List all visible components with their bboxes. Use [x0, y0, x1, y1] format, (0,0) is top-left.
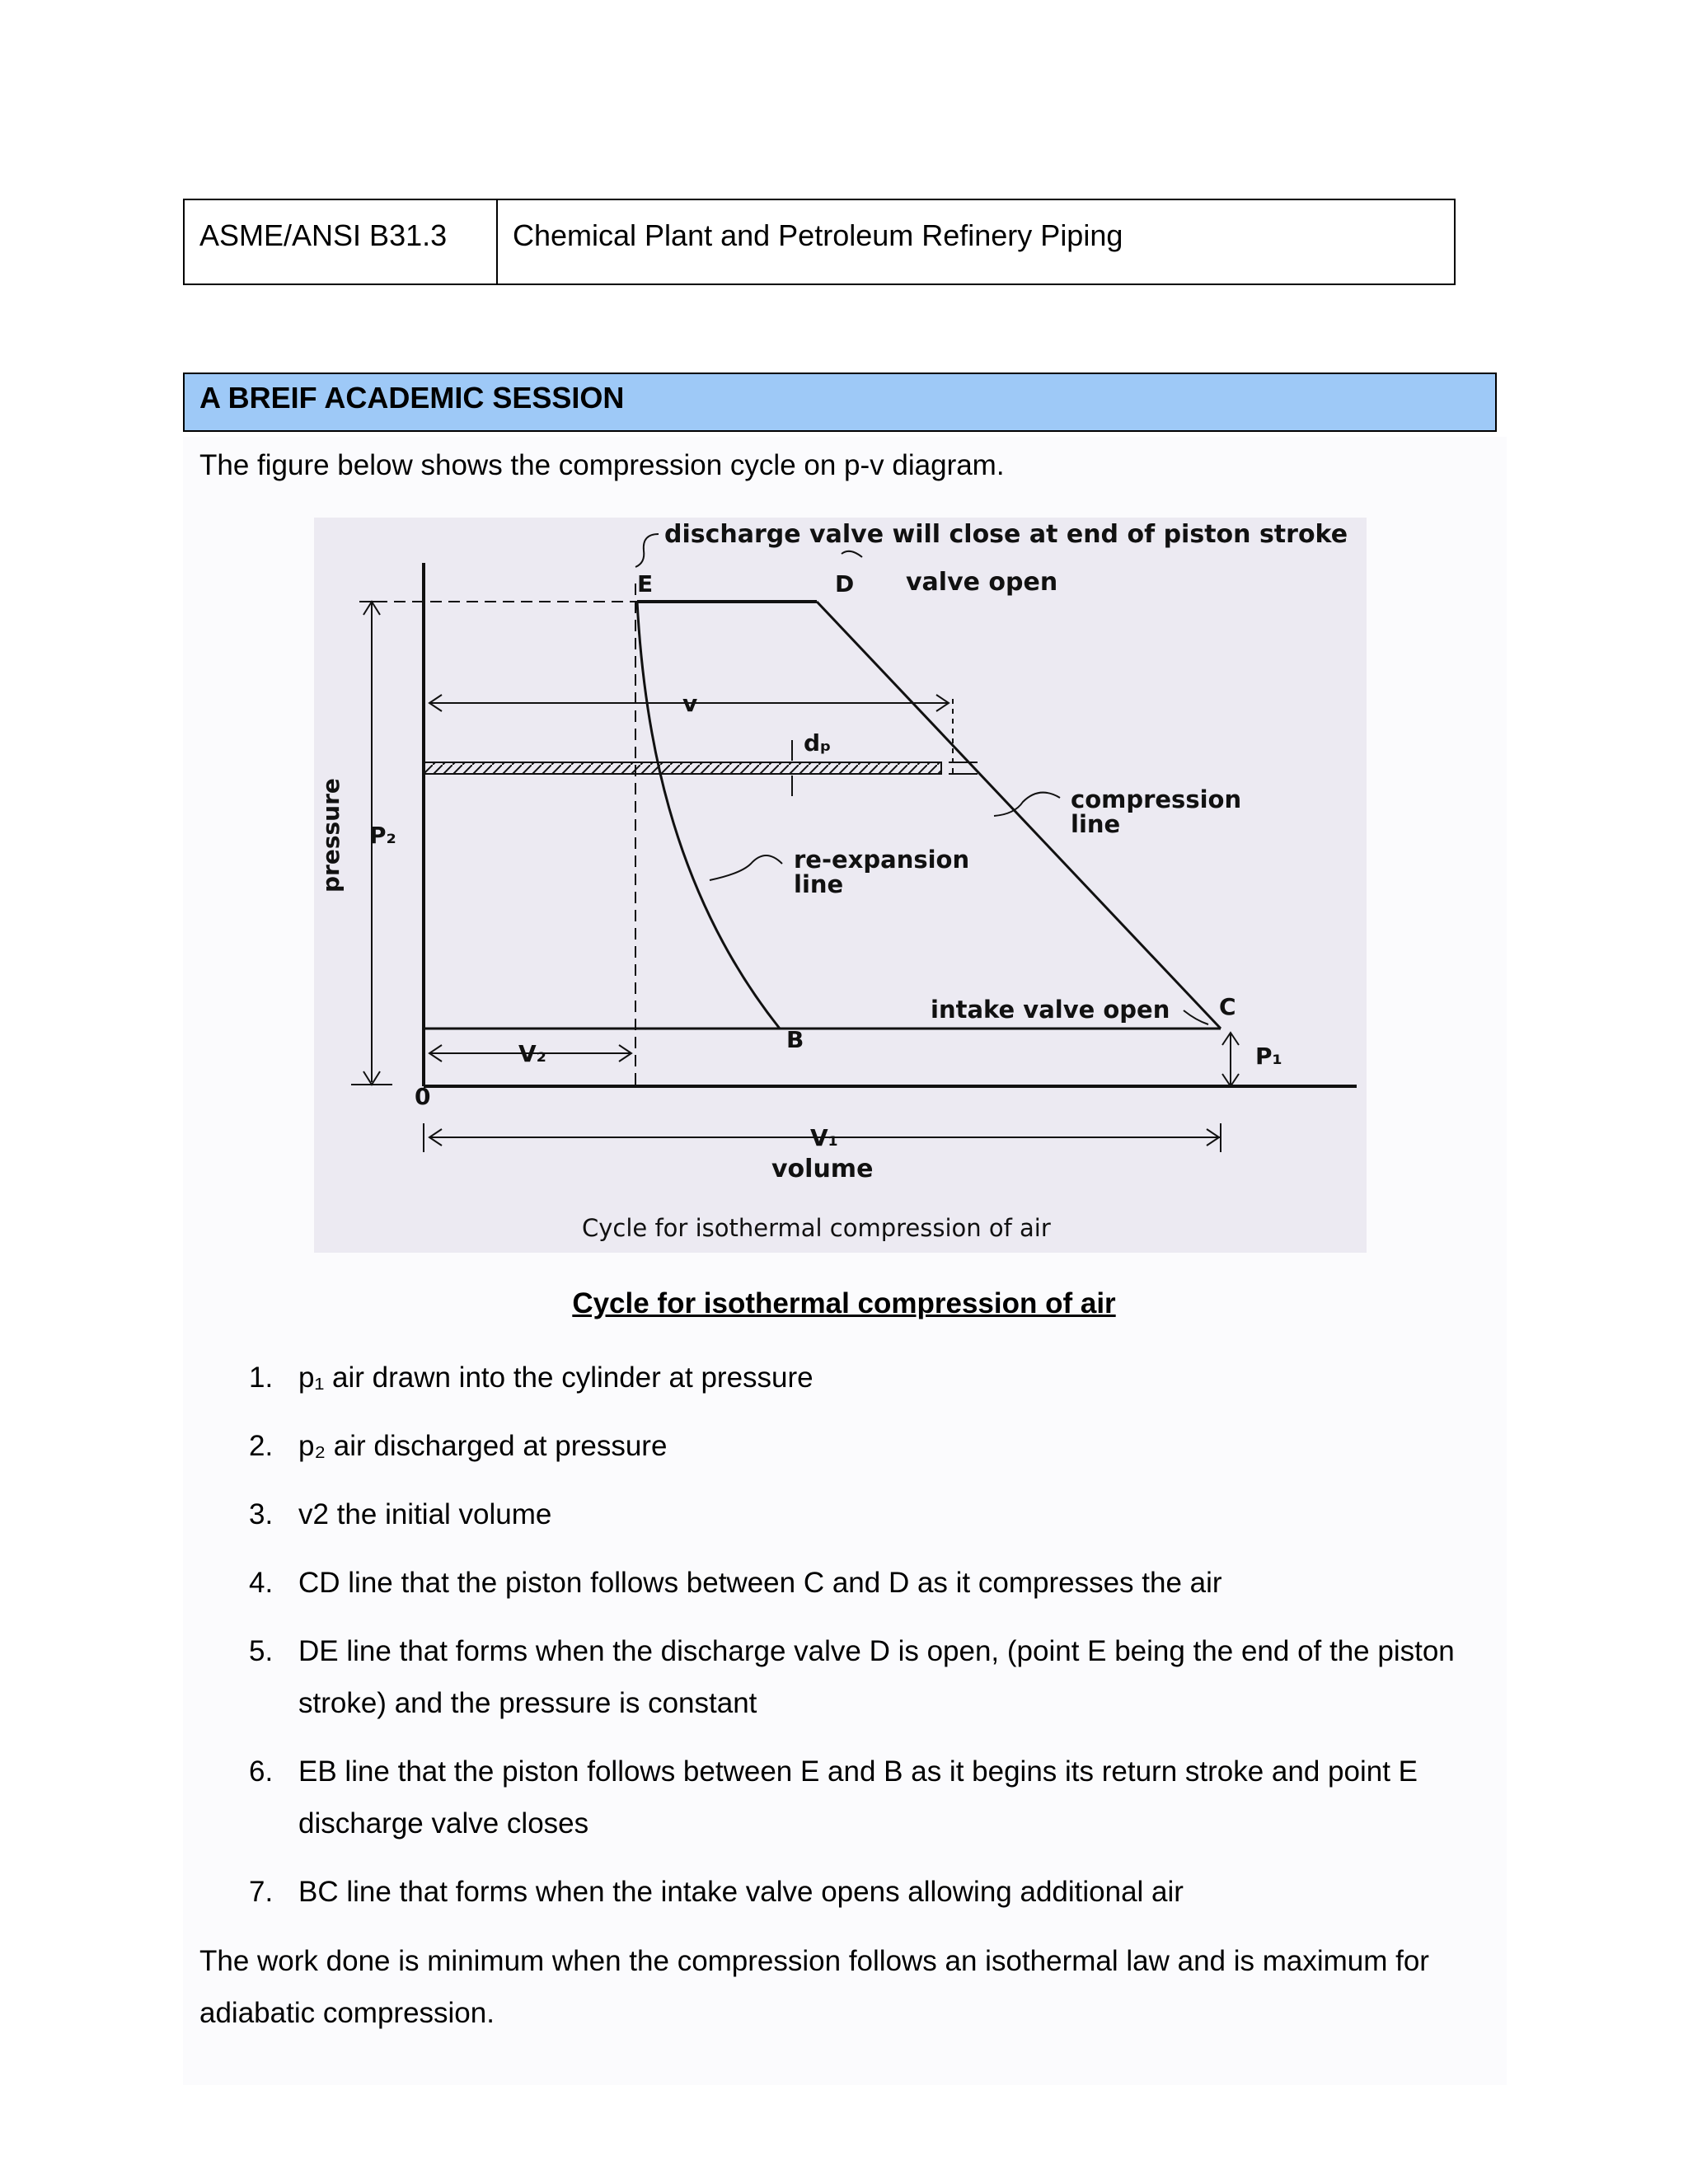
- point-b-label: B: [786, 1026, 804, 1053]
- pv-diagram: [314, 518, 1367, 1253]
- compression-pointer: [994, 793, 1060, 816]
- point-e-label: E: [637, 570, 654, 598]
- header-table: [183, 199, 1456, 285]
- volume-axis-label: volume: [771, 1155, 874, 1183]
- list-item-text: DE line that forms when the discharge valve D is open, (point E being the end of the piston stroke) and the pressure is constant: [298, 1635, 1455, 1719]
- compression-line-label-2: line: [1071, 810, 1121, 838]
- list-item-text: EB line that the piston follows between E and B as it begins its return stroke and point E discharge valve closes: [298, 1755, 1418, 1840]
- list-item: [199, 1625, 1485, 1729]
- section-title: A BREIF ACADEMIC SESSION: [183, 373, 1497, 432]
- intro-text: The figure below shows the compression cycle on p-v diagram.: [199, 449, 1005, 481]
- list-item-number: 1.: [249, 1361, 274, 1394]
- list-item-text: p₂ air discharged at pressure: [298, 1430, 668, 1462]
- list-item-number: 6.: [249, 1755, 274, 1788]
- valve-open-label: valve open: [906, 568, 1058, 597]
- list-item-number: 7.: [249, 1876, 274, 1908]
- list-item: [199, 1352, 1485, 1404]
- list-item-number: 3.: [249, 1498, 274, 1530]
- origin-label: 0: [415, 1083, 431, 1110]
- figure-caption: Cycle for isothermal compression of air: [572, 1287, 1116, 1319]
- line-cd: [817, 602, 1221, 1029]
- list-item-text: v2 the initial volume: [298, 1498, 552, 1530]
- list-item-text: CD line that the piston follows between C and D as it compresses the air: [298, 1567, 1222, 1599]
- v-label: v: [682, 690, 698, 717]
- list-item: [199, 1420, 1485, 1472]
- list-item-number: 5.: [249, 1635, 274, 1667]
- intake-valve-open-label: intake valve open: [931, 996, 1170, 1024]
- pv-diagram-figure: [314, 518, 1367, 1253]
- reexpansion-line-label-1: re-expansion: [794, 846, 970, 874]
- list-item-number: 2.: [249, 1430, 274, 1462]
- pressure-axis-label: pressure: [317, 778, 345, 893]
- list-item-text: p₁ air drawn into the cylinder at pressure: [298, 1361, 814, 1394]
- list-item: [199, 1746, 1485, 1849]
- header-code: ASME/ANSI B31.3: [185, 200, 498, 284]
- line-eb: [637, 602, 780, 1029]
- reexpansion-pointer: [710, 855, 782, 880]
- p1-label: P₁: [1255, 1043, 1282, 1070]
- point-d-label: D: [835, 570, 855, 598]
- v1-label: V₁: [810, 1124, 838, 1151]
- closing-paragraph: The work done is minimum when the compression follows an isothermal law and is maximum for adiabatic compression.: [199, 1945, 1429, 2029]
- definition-list: [199, 1352, 1485, 1934]
- list-item: [199, 1488, 1485, 1540]
- list-item: [199, 1866, 1485, 1918]
- list-item-text: BC line that forms when the intake valve opens allowing additional air: [298, 1876, 1184, 1908]
- discharge-note-label: discharge valve will close at end of piston stroke: [664, 520, 1348, 549]
- dp-label: dₚ: [804, 729, 832, 757]
- list-item-number: 4.: [249, 1567, 274, 1599]
- compression-line-label-1: compression: [1071, 785, 1242, 813]
- discharge-note-pointer: [635, 534, 659, 567]
- list-item: [199, 1557, 1485, 1609]
- reexpansion-line-label-2: line: [794, 870, 844, 898]
- figure-inner-caption: Cycle for isothermal compression of air: [582, 1214, 1051, 1242]
- valve-open-pointer: [842, 551, 862, 557]
- p2-label: P₂: [369, 822, 396, 849]
- dp-hatched-band: [424, 762, 941, 774]
- v2-label: V₂: [518, 1040, 546, 1067]
- header-title: Chemical Plant and Petroleum Refinery Piping: [513, 218, 1123, 252]
- point-c-label: C: [1219, 993, 1236, 1020]
